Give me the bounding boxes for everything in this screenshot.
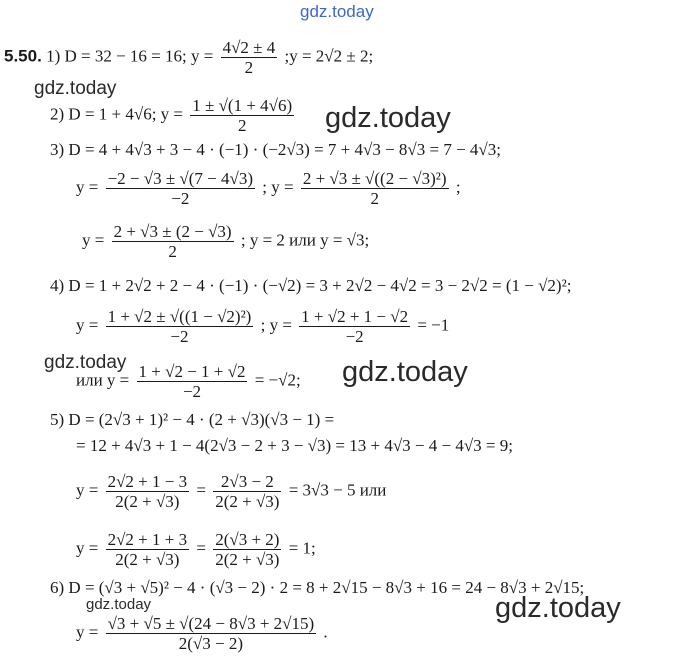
denominator: −2 [106,326,254,346]
denominator: 2 [301,188,449,208]
fraction [106,472,190,511]
text-segment: 1) D = 32 − 16 = 16; y = [46,46,214,66]
part-3-answer [82,222,369,261]
text-segment: ; y = [262,177,294,197]
numerator: 2 + √3 ± √((2 − √3)²) [302,169,447,188]
watermark: gdz.today [44,352,127,373]
numerator: 1 ± √(1 + 4√6) [192,96,293,115]
watermark: gdz.today [34,78,117,99]
denominator: 2 [112,241,234,261]
denominator: 2(2 + √3) [106,549,190,569]
text-segment: . [323,622,328,642]
denominator: 2(2 + √3) [106,491,190,511]
fraction [213,530,281,569]
numerator: −2 − √3 ± √(7 − 4√3) [107,169,253,188]
text-segment: ; y = 2 или y = √3; [240,230,370,250]
numerator: 2√2 + 1 − 3 [107,472,188,491]
text-segment: y = [76,480,99,500]
numerator: 1 + √2 + 1 − √2 [301,307,409,326]
text-segment: ; y = [260,315,292,335]
text-segment: y = [76,538,99,558]
part-6-discriminant: 6) D = (√3 + √5)² − 4 · (√3 − 2) · 2 = 8 + 2√15 − 8√3 + 16 = 24 − 8√3 + 2√15; [50,578,585,597]
text-segment: = [196,480,206,500]
denominator: 2 [221,57,278,77]
fraction [190,96,294,135]
numerator: 1 + √2 − 1 + √2 [138,362,246,381]
part-5-discriminant: 5) D = (2√3 + 1)² − 4 · (2 + √3)(√3 − 1) = [50,410,335,429]
part-4-answer [76,362,301,401]
numerator: √3 + √5 ± √(24 − 8√3 + 2√15) [107,614,315,633]
numerator: 2 + √3 ± (2 − √3) [113,222,232,241]
part-2-line [50,96,297,135]
part-5-root-1 [76,472,386,511]
denominator: 2(2 + √3) [215,550,280,569]
fraction [137,362,248,401]
text-segment: ;y = 2√2 ± 2; [284,46,374,66]
part-3-roots [76,169,461,208]
fraction [221,38,278,77]
denominator: −2 [106,188,255,208]
fraction [301,169,449,208]
fraction [106,169,255,208]
numerator: 2(√3 + 2) [215,530,280,549]
denominator: 2 [190,115,294,135]
text-segment: = 1; [288,538,316,558]
watermark: gdz.today [325,102,451,134]
text-segment: ; [455,177,461,197]
text-segment: = −1 [417,315,450,335]
text-segment: y = [76,622,99,642]
problem-number: 5.50. [4,46,42,66]
denominator: 2(2 + √3) [215,492,280,511]
part-5-simplification: = 12 + 4√3 + 1 − 4(2√3 − 2 + 3 − √3) = 13 + 4√3 − 4 − 4√3 = 9; [76,436,513,455]
fraction [106,530,190,569]
text-segment: 2) D = 1 + 4√6; y = [50,104,184,124]
part-3-discriminant: 3) D = 4 + 4√3 + 3 − 4 · (−1) · (−2√3) = 7 + 4√3 − 8√3 = 7 − 4√3; [50,140,501,159]
denominator: 2(√3 − 2) [106,633,317,653]
watermark: gdz.today [495,592,621,624]
denominator: −2 [137,381,248,401]
part-4-roots [76,307,449,346]
text-segment: y = [82,230,105,250]
fraction [106,307,254,346]
numerator: 4√2 ± 4 [222,38,276,57]
text-segment: = −√2; [254,370,301,390]
watermark: gdz.today [342,356,468,388]
numerator: 1 + √2 ± √((1 − √2)²) [107,307,252,326]
part-6-roots [76,614,328,653]
text-segment: = [196,538,206,558]
problem-5-50-part-1 [4,38,373,77]
text-segment: y = [76,177,99,197]
denominator: −2 [299,326,410,346]
text-segment: y = [76,315,99,335]
watermark-top: gdz.today [300,2,374,21]
fraction [112,222,234,261]
fraction [213,472,281,511]
text-segment: или y = [76,370,130,390]
numerator: 2√2 + 1 + 3 [107,530,188,549]
numerator: 2√3 − 2 [220,472,274,491]
part-4-discriminant: 4) D = 1 + 2√2 + 2 − 4 · (−1) · (−√2) = 3 + 2√2 − 4√2 = 3 − 2√2 = (1 − √2)²; [50,276,572,295]
fraction [299,307,410,346]
part-5-root-2 [76,530,316,569]
watermark: gdz.today [86,596,152,613]
fraction [106,614,317,653]
text-segment: = 3√3 − 5 или [288,480,387,500]
